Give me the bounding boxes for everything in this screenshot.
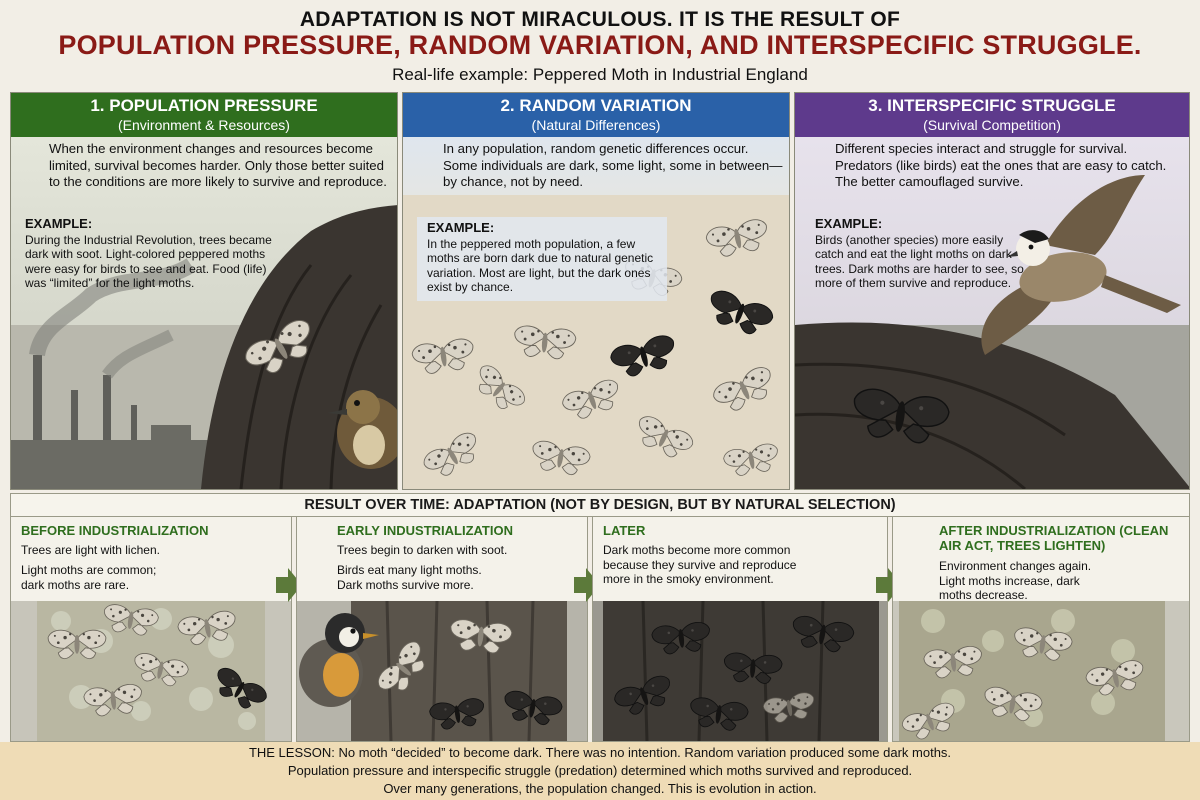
example-label: EXAMPLE: bbox=[815, 216, 883, 231]
lesson-line-2: Population pressure and interspecific struggle (predation) determined which moths survived and reproduced. bbox=[287, 763, 913, 778]
stage-scene bbox=[893, 601, 1190, 741]
panel-heading: 1. POPULATION PRESSURE bbox=[90, 96, 318, 115]
panel-example bbox=[25, 217, 275, 291]
panel-intro: In any population, random genetic differences occur. Some individuals are dark, some light, some in between—by chance, not by need. bbox=[443, 141, 783, 189]
lesson-banner bbox=[0, 742, 1200, 800]
panel-heading: 3. INTERSPECIFIC STRUGGLE bbox=[868, 96, 1116, 115]
panel-example bbox=[815, 217, 1035, 291]
panel-body bbox=[403, 137, 789, 489]
lesson-line-3: Over many generations, the population changed. This is evolution in action. bbox=[383, 781, 817, 796]
panel-header bbox=[11, 93, 397, 137]
panel-subheading: (Survival Competition) bbox=[923, 117, 1061, 133]
result-bar: RESULT OVER TIME: ADAPTATION (NOT BY DESIGN, BUT BY NATURAL SELECTION) bbox=[10, 493, 1190, 517]
panel-interspecific-struggle bbox=[794, 92, 1190, 490]
stage-early-industrialization bbox=[296, 516, 588, 742]
panel-body bbox=[795, 137, 1189, 489]
stage-line-1: Dark moths become more common because they survive and reproduce more in the smoky environment. bbox=[603, 543, 797, 586]
example-label: EXAMPLE: bbox=[25, 216, 93, 231]
stage-line-2: Light moths are common; dark moths are rare. bbox=[21, 563, 157, 592]
stage-after-industrialization bbox=[892, 516, 1190, 742]
stage-scene bbox=[593, 601, 888, 741]
panel-header bbox=[403, 93, 789, 137]
panel-intro: Different species interact and struggle for survival. Predators (like birds) eat the ones that are easy to catch. The better camouflaged survive. bbox=[835, 141, 1167, 189]
example-label: EXAMPLE: bbox=[427, 220, 495, 235]
stage-line-1: Trees begin to darken with soot. bbox=[337, 543, 508, 557]
example-text: In the peppered moth population, a few moths are born dark due to natural genetic variation. Most are light, but the dark ones exist by chance. bbox=[427, 236, 654, 294]
stage-title: LATER bbox=[603, 523, 646, 538]
panel-header bbox=[795, 93, 1189, 137]
stage-scene bbox=[11, 601, 292, 741]
example-text: During the Industrial Revolution, trees became dark with soot. Light-colored peppered moths were easy for birds to see and eat. Food (life) was “limited” for the light moths. bbox=[25, 232, 272, 290]
lesson-line-1: THE LESSON: No moth “decided” to become dark. There was no intention. Random variation produced some dark moths. bbox=[248, 745, 952, 760]
panel-subheading: (Environment & Resources) bbox=[118, 117, 290, 133]
stage-before-industrialization bbox=[10, 516, 292, 742]
panel-subheading: (Natural Differences) bbox=[531, 117, 661, 133]
panel-body bbox=[11, 137, 397, 489]
title-line-1: ADAPTATION IS NOT MIRACULOUS. IT IS THE RESULT OF bbox=[299, 8, 901, 31]
title-line-2: POPULATION PRESSURE, RANDOM VARIATION, AND INTERSPECIFIC STRUGGLE. bbox=[58, 30, 1142, 60]
subtitle: Real-life example: Peppered Moth in Industrial England bbox=[392, 65, 808, 84]
panel-heading: 2. RANDOM VARIATION bbox=[500, 96, 692, 115]
example-text: Birds (another species) more easily catch and eat the light moths on dark trees. Dark moths are harder to see, so more of them survive and reproduce. bbox=[815, 232, 1024, 290]
stage-title: BEFORE INDUSTRIALIZATION bbox=[21, 523, 209, 538]
stage-scene bbox=[297, 601, 588, 741]
stage-later bbox=[592, 516, 888, 742]
panel-random-variation bbox=[402, 92, 790, 490]
stage-line-1: Trees are light with lichen. bbox=[21, 543, 160, 557]
stage-line-2: Birds eat many light moths. Dark moths survive more. bbox=[337, 563, 482, 592]
stage-title: EARLY INDUSTRIALIZATION bbox=[337, 523, 513, 538]
stage-line-1: Environment changes again. Light moths increase, dark moths decrease. bbox=[939, 559, 1092, 602]
panel-intro: When the environment changes and resources become limited, survival becomes harder. Only those better suited to the conditions are more likely to survive and reproduce. bbox=[49, 141, 387, 189]
panel-population-pressure bbox=[10, 92, 398, 490]
stage-title: AFTER INDUSTRIALIZATION (CLEAN AIR ACT, TREES LIGHTEN) bbox=[939, 523, 1169, 553]
panel-example bbox=[417, 217, 667, 301]
